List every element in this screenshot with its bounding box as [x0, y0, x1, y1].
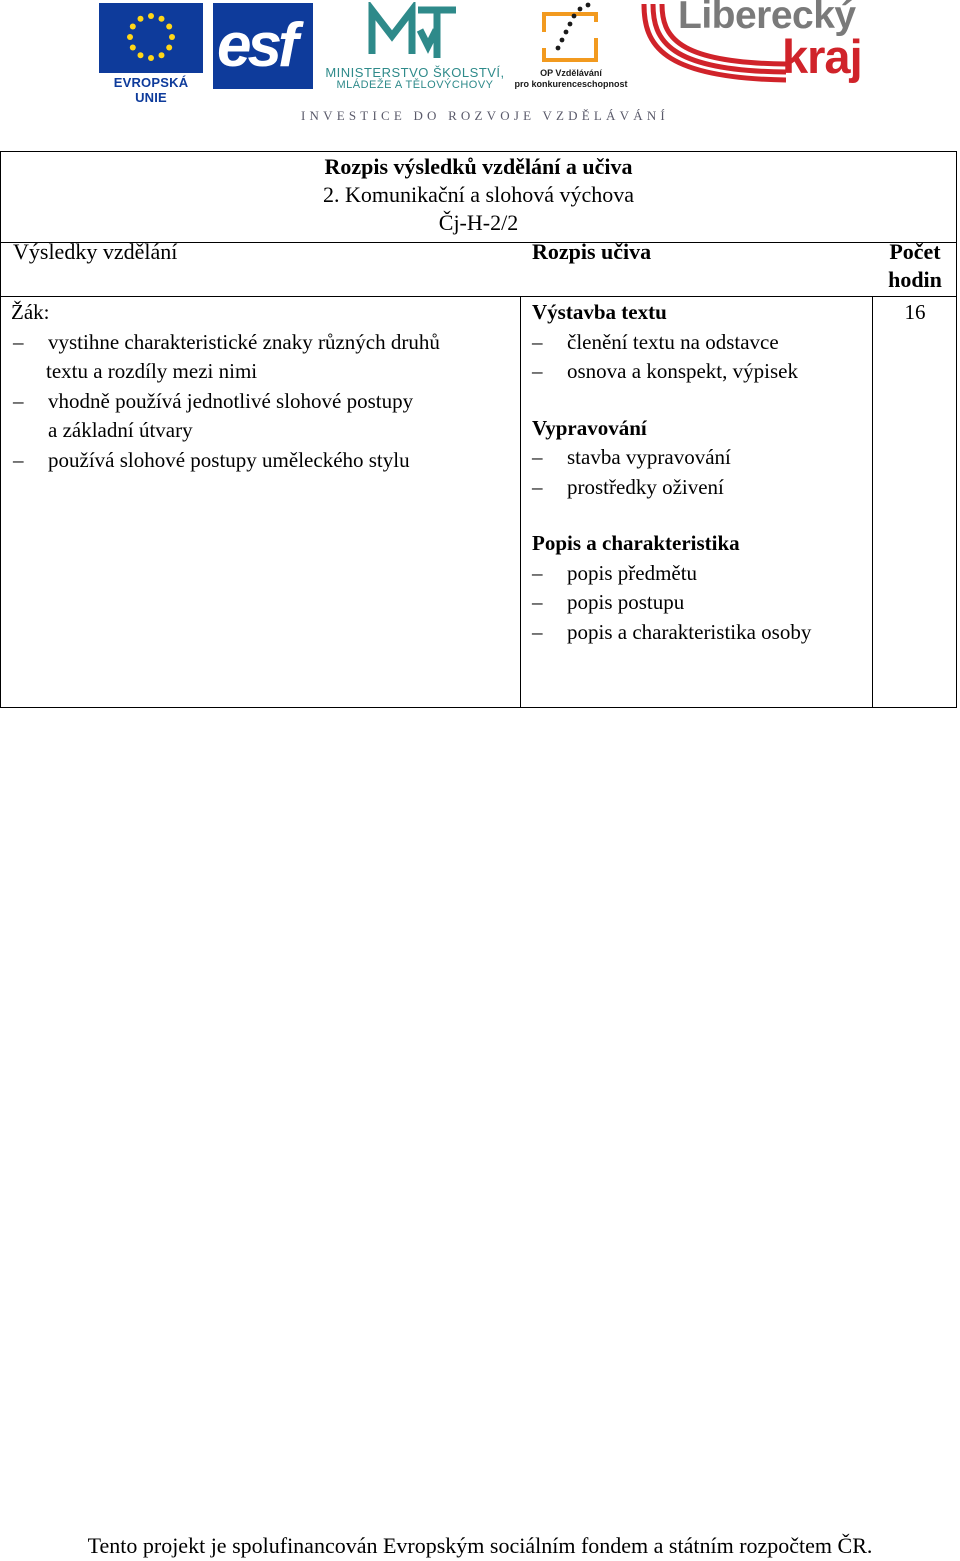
content-item-label: osnova a konspekt, výpisek [567, 359, 798, 383]
logo-bar [0, 0, 960, 130]
dash-bullet-icon: – [532, 590, 543, 614]
subject-title: 2. Komunikační a slohová výchova [323, 182, 634, 207]
column-header-divider [1, 296, 956, 297]
outcomes-cell [11, 298, 516, 475]
hours-cell [874, 298, 956, 328]
header-tagline: INVESTICE DO ROZVOJE VZDĚLÁVÁNÍ [301, 108, 669, 123]
eu-flag-icon [99, 3, 203, 73]
liberec-region-logo [636, 0, 860, 86]
outcome-line: používá slohové postupy uměleckého stylu [48, 447, 410, 472]
msmt-mark-icon [366, 2, 462, 62]
group-spacer [532, 502, 870, 529]
esf-logo-text: esf [217, 11, 295, 80]
esf-logo [213, 3, 313, 89]
outcome-item [11, 387, 516, 446]
content-item [532, 559, 870, 589]
outcome-continuation: textu a rozdíly mezi nimi [46, 359, 258, 383]
column-header-hours-line2: hodin [888, 267, 942, 292]
content-item-label: popis a charakteristika osoby [567, 619, 812, 644]
dash-bullet-icon: – [532, 619, 543, 644]
hours-value: 16 [904, 300, 926, 324]
dash-bullet-icon: – [13, 329, 24, 354]
op-logo-line2: pro konkurenceschopnost [514, 79, 628, 89]
content-item [532, 588, 870, 618]
document-title-block [1, 153, 956, 237]
dash-bullet-icon: – [532, 445, 543, 469]
outcome-line: vhodně používá jednotlivé slohové postupy [48, 388, 414, 413]
content-group-title: Popis a charakteristika [532, 531, 740, 555]
funding-footer-note: Tento projekt je spolufinancován Evropským sociálním fondem a státním rozpočtem ČR. [87, 1533, 873, 1558]
dash-bullet-icon: – [13, 388, 24, 413]
dash-bullet-icon: – [532, 474, 543, 499]
content-item-label: stavba vypravování [567, 445, 731, 469]
column-header-outcomes: Výsledky vzdělání [13, 239, 178, 264]
content-group-title: Vypravování [532, 415, 647, 440]
dash-bullet-icon: – [532, 329, 543, 354]
msmt-logo-line2: MLÁDEŽE A TĚLOVÝCHOVY [336, 79, 494, 91]
content-item-label: prostředky oživení [567, 474, 724, 499]
content-item [532, 357, 870, 387]
document-code: Čj-H-2/2 [438, 210, 519, 235]
content-cell [532, 298, 870, 647]
outcome-line: vystihne charakteristické znaky různých druhů [48, 329, 440, 354]
column-divider-1 [520, 296, 521, 707]
curriculum-table [0, 151, 957, 708]
content-item [532, 443, 870, 473]
content-item-label: členění textu na odstavce [567, 329, 779, 354]
dash-bullet-icon: – [532, 560, 543, 585]
column-header-content: Rozpis učiva [532, 239, 652, 264]
dash-bullet-icon: – [13, 447, 24, 472]
eu-logo [99, 3, 203, 105]
eu-logo-label: EVROPSKÁ UNIE [113, 75, 189, 105]
content-item [532, 618, 870, 648]
op-mark-icon [536, 2, 606, 66]
column-divider-2 [872, 296, 873, 707]
liberec-logo-line2: kraj [782, 30, 862, 83]
outcomes-intro: Žák: [11, 300, 50, 324]
msmt-logo-line1: MINISTERSTVO ŠKOLSTVÍ, [325, 65, 505, 80]
outcome-item [11, 446, 516, 476]
content-item [532, 328, 870, 358]
msmt-logo [322, 2, 508, 92]
outcome-continuation: a základní útvary [48, 418, 193, 442]
outcome-item [11, 328, 516, 387]
content-group-title: Výstavba textu [532, 300, 667, 324]
column-header-hours [874, 238, 956, 294]
group-spacer [532, 387, 870, 414]
content-item [532, 473, 870, 503]
column-header-hours-line1: Počet [889, 239, 941, 264]
document-title: Rozpis výsledků vzdělání a učiva [324, 154, 633, 179]
content-item-label: popis postupu [567, 590, 685, 614]
dash-bullet-icon: – [532, 359, 543, 383]
content-item-label: popis předmětu [567, 560, 698, 585]
liberec-logo-line1: Liberecký [678, 0, 856, 37]
op-logo [512, 2, 630, 92]
op-logo-line1: OP Vzdělávání [540, 68, 602, 78]
